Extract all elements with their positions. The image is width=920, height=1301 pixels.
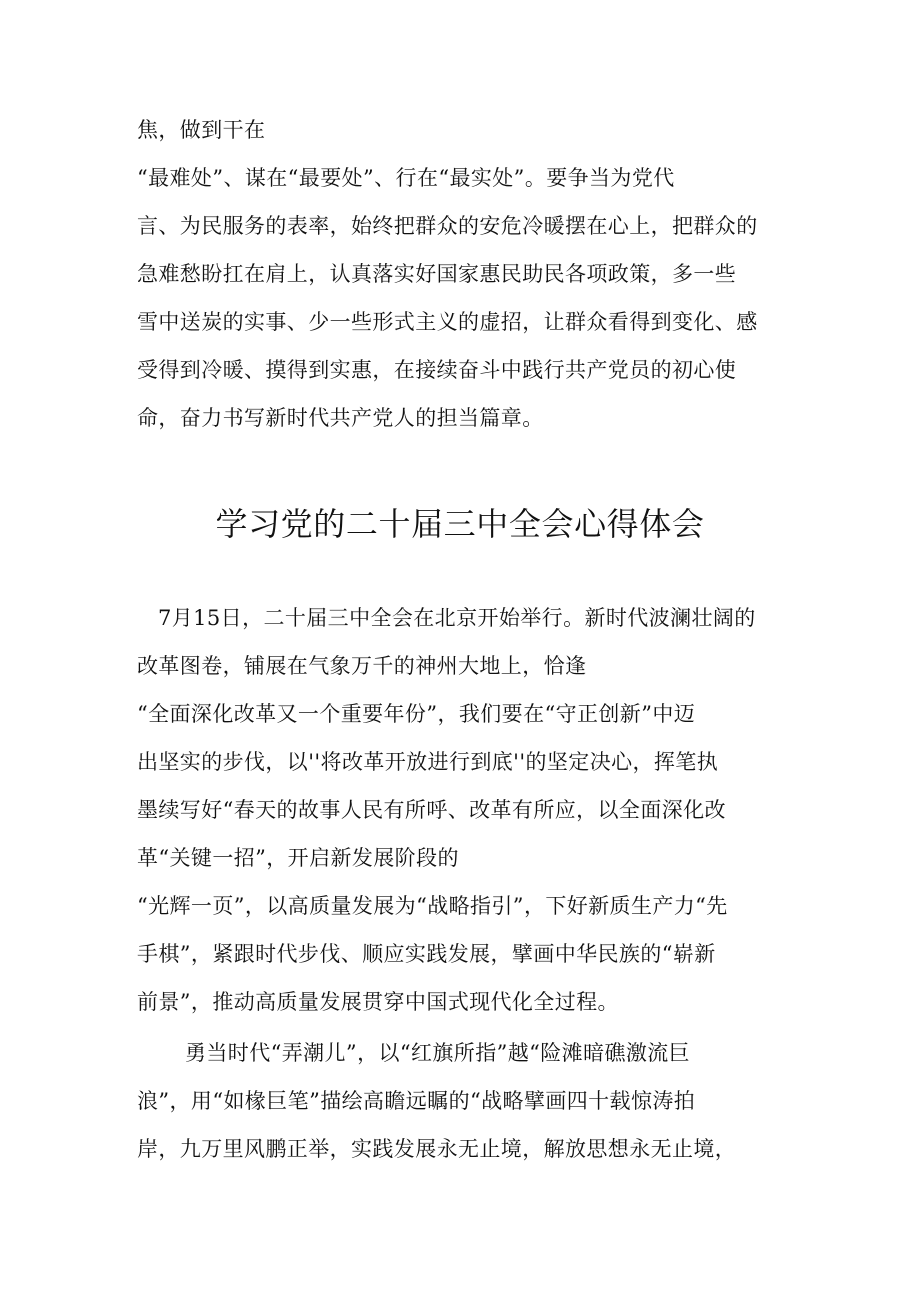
paragraph-line: 浪”，用“如椽巨笔”描绘高瞻远瞩的“战略擘画四十载惊涛拍 xyxy=(137,1089,696,1113)
paragraph-line: 雪中送炭的实事、少一些形式主义的虚招，让群众看得到变化、感 xyxy=(137,310,758,334)
paragraph-line: 命，奋力书写新时代共产党人的担当篇章。 xyxy=(137,406,544,430)
paragraph-line: 急难愁盼扛在肩上，认真落实好国家惠民助民各项政策，多一些 xyxy=(137,262,737,286)
paragraph-line: 墨续写好“春天的故事人民有所呼、改革有所应，以全面深化改 xyxy=(137,798,726,822)
paragraph-line: 勇当时代“弄潮儿”，以“红旗所指”越“险滩暗礁激流巨 xyxy=(185,1041,691,1065)
paragraph-line: 受得到冷暖、摸得到实惠，在接续奋斗中践行共产党员的初心使 xyxy=(137,358,737,382)
paragraph-line: “光辉一页”，以高质量发展为“战略指引”，下好新质生产力“先 xyxy=(137,894,728,918)
paragraph-line: 言、为民服务的表率，始终把群众的安危冷暖摆在心上，把群众的 xyxy=(137,214,758,238)
paragraph-line: 前景”，推动高质量发展贯穿中国式现代化全过程。 xyxy=(137,990,619,1014)
paragraph-line: 改革图卷，铺展在气象万千的神州大地上，恰逢 xyxy=(137,654,587,678)
paragraph-line: 出坚实的步伐，以''将改革开放进行到底''的坚定决心，挥笔执 xyxy=(137,750,719,774)
document-title: 学习党的二十届三中全会心得体会 xyxy=(215,505,705,543)
paragraph-line: “全面深化改革又一个重要年份”，我们要在“守正创新”中迈 xyxy=(137,702,696,726)
paragraph-line: 焦，做到干在 xyxy=(137,118,266,142)
paragraph-line: 7月15日，二十届三中全会在北京开始举行。新时代波澜壮阔的 xyxy=(158,606,756,630)
paragraph-line: 手棋”，紧跟时代步伐、顺应实践发展，擘画中华民族的“崭新 xyxy=(137,942,716,966)
paragraph-line: “最难处”、谋在“最要处”、行在“最实处”。要争当为党代 xyxy=(137,166,675,190)
paragraph-line: 革“关键一招”，开启新发展阶段的 xyxy=(137,846,459,870)
paragraph-line: 岸，九万里风鹏正举，实践发展永无止境，解放思想永无止境， xyxy=(137,1137,737,1161)
